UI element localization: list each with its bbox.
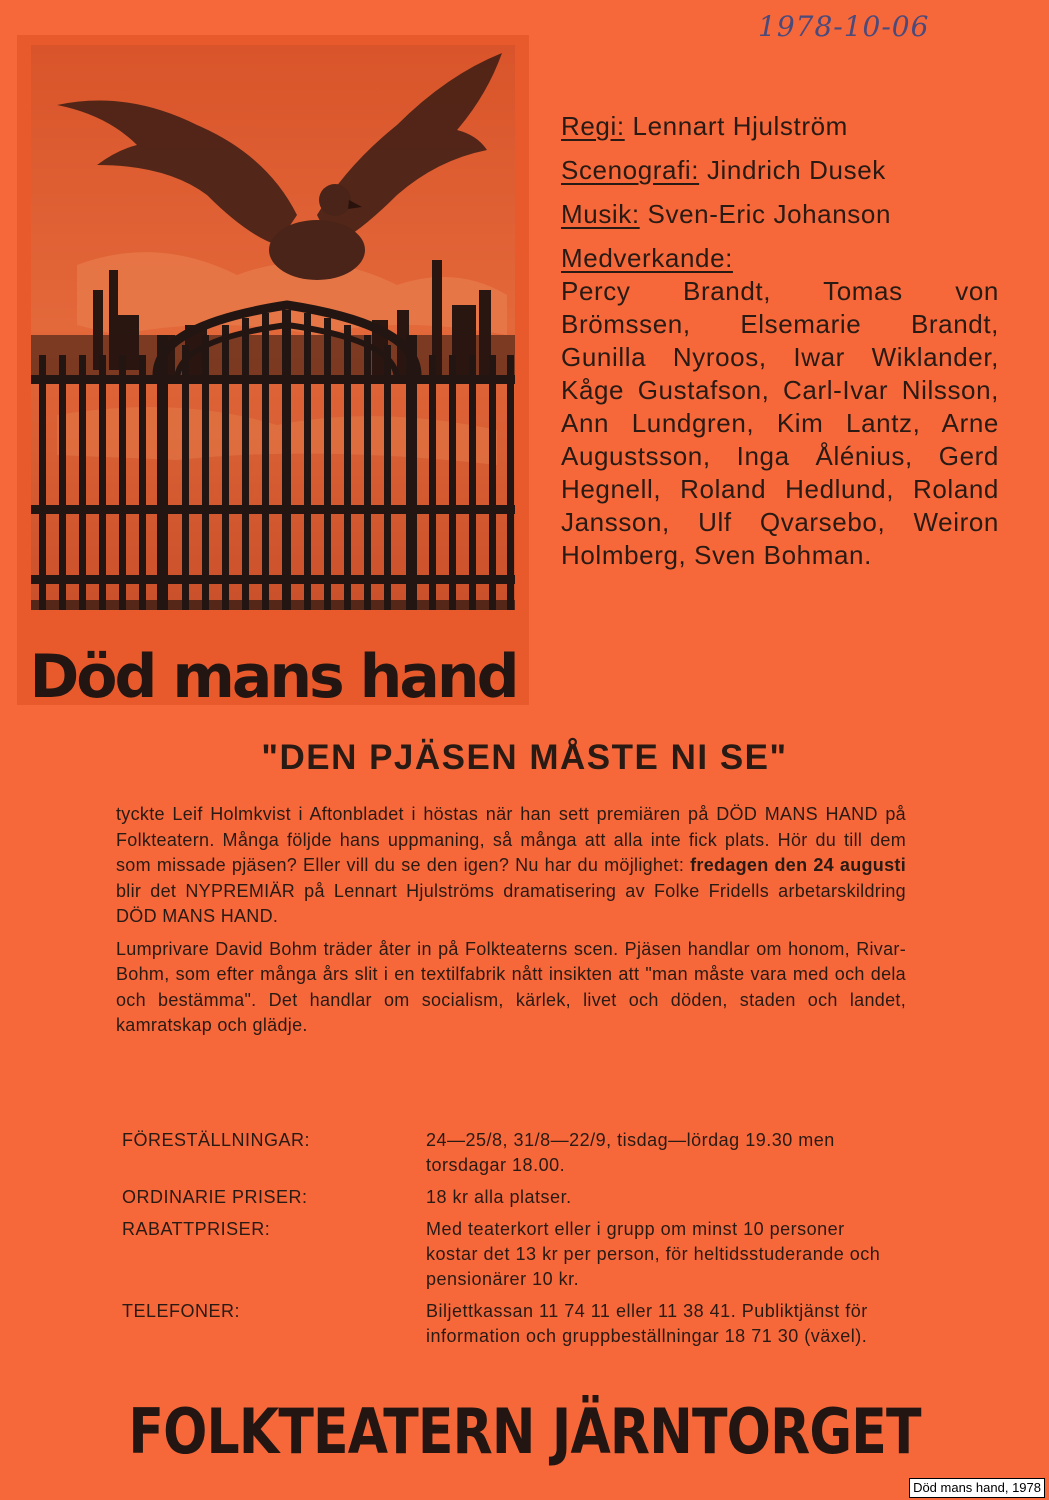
info-row-telefoner (122, 1299, 902, 1349)
info-row-ordinarie-priser (122, 1185, 902, 1210)
credit-regi-value: Lennart Hjulström (632, 111, 848, 141)
credit-scenografi (561, 154, 999, 187)
handwritten-date: 1978-10-06 (758, 10, 930, 43)
credit-musik-label: Musik: (561, 199, 640, 229)
credit-regi-label: Regi: (561, 111, 625, 141)
body-text (116, 802, 906, 1046)
credit-musik (561, 198, 999, 231)
body-p1-before: tyckte Leif Holmkvist i Aftonbladet i höstas när han sett premiären på DÖD MANS HAND på Folkteatern. Många följde hans uppmaning, så många att alla inte fick plats. Hör du till dem som missade pjäsen? Eller vill du se den igen? Nu har du möjlighet: (116, 804, 906, 875)
poster-image (17, 35, 529, 712)
body-paragraph-2: Lumprivare David Bohm träder åter in på Folkteaterns scen. Pjäsen handlar om honom, Rivar-Bohm, som efter många års slit i en textilfabrik nått insikten att "man måste vara med och dela och bestämma". Det handlar om socialism, kärlek, livet och döden, staden och landet, kamratskap och glädje. (116, 938, 906, 1035)
info-value: 24—25/8, 31/8—22/9, tisdag—lördag 19.30 men torsdagar 18.00. (426, 1130, 835, 1175)
info-label: FÖRESTÄLLNINGAR: (122, 1130, 311, 1150)
credits-block (561, 110, 999, 572)
info-value: Med teaterkort eller i grupp om minst 10 personer kostar det 13 kr per person, för heltidsstuderande och pensionärer 10 kr. (426, 1219, 881, 1289)
body-paragraph-1 (116, 802, 906, 930)
info-value: 18 kr alla platser. (426, 1187, 572, 1207)
info-table (122, 1128, 902, 1356)
poster-title: Död mans hand (29, 642, 517, 712)
image-caption: Död mans hand, 1978 (909, 1478, 1045, 1498)
credit-regi (561, 110, 999, 143)
credit-scenografi-label: Scenografi: (561, 155, 700, 185)
info-row-forestallningar (122, 1128, 902, 1178)
footer-title: FOLKTEATERN JÄRNTORGET (128, 1395, 921, 1468)
credit-medverkande (561, 242, 999, 275)
headline: "DEN PJÄSEN MÅSTE NI SE" (261, 738, 788, 777)
info-value: Biljettkassan 11 74 11 eller 11 38 41. Publiktjänst för information och gruppbeställningar 18 71 30 (växel). (426, 1301, 868, 1346)
credit-musik-value: Sven-Eric Johanson (647, 199, 892, 229)
body-p1-after: blir det NYPREMIÄR på Lennart Hjulströms dramatisering av Folke Fridells arbetarskildring DÖD MANS HAND. (116, 880, 906, 926)
body-p1-bold: fredagen den 24 augusti (690, 855, 906, 875)
credit-scenografi-value: Jindrich Dusek (706, 155, 886, 185)
info-label: ORDINARIE PRISER: (122, 1187, 308, 1207)
credit-medverkande-label: Medverkande: (561, 243, 733, 273)
dove-gate-illustration (17, 35, 529, 712)
cast-list: Percy Brandt, Tomas von Brömssen, Elsemarie Brandt, Gunilla Nyroos, Iwar Wiklander, Kåge Gustafson, Carl-Ivar Nilsson, Ann Lundgren, Kim Lantz, Arne Augustsson, Inga Ålénius, Gerd Hegnell, Roland Hedlund, Roland Jansson, Ulf Qvarsebo, Weiron Holmberg, Sven Bohman. (561, 276, 999, 570)
info-label: TELEFONER: (122, 1301, 241, 1321)
info-label: RABATTPRISER: (122, 1219, 271, 1239)
info-row-rabattpriser (122, 1217, 902, 1292)
